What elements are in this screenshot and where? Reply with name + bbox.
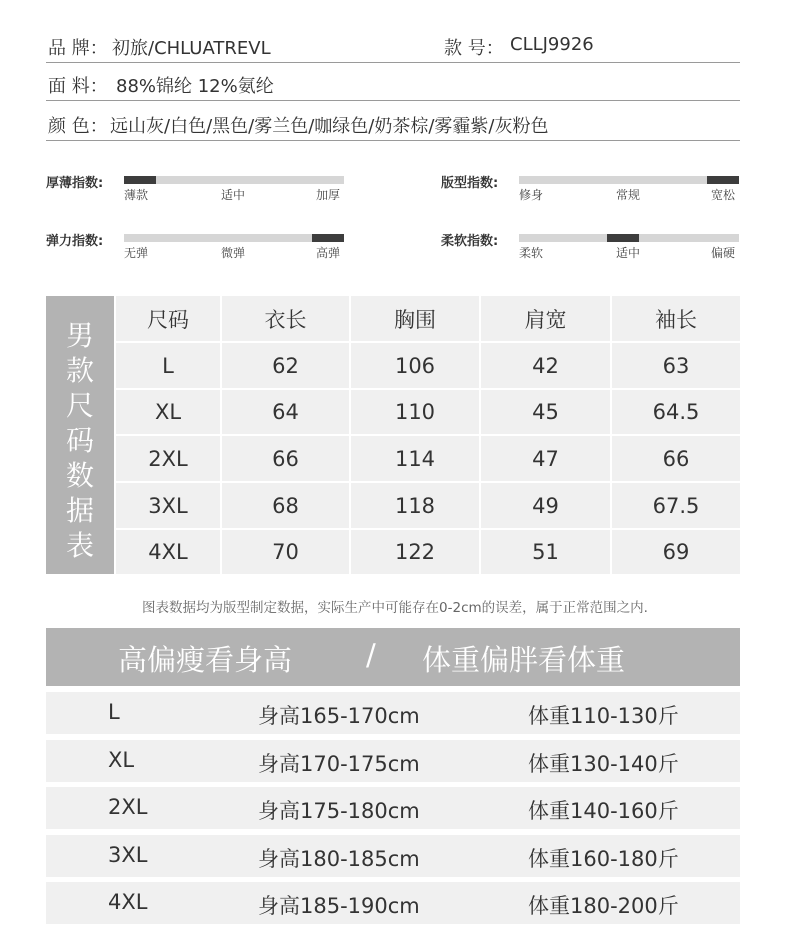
index-label: 柔软指数:: [441, 234, 499, 249]
fit-size: 3XL: [108, 842, 148, 867]
fit-table-row: [46, 787, 740, 829]
size-table-cell: L: [116, 343, 220, 388]
fit-height: 身高170-175cm: [258, 751, 420, 776]
size-table-header-cell: 胸围: [351, 296, 479, 341]
size-table-side-title: [46, 296, 114, 574]
brand-value: 初旅/CHLUATREVL: [112, 38, 271, 59]
fit-table-row: [46, 835, 740, 877]
size-table-cell: XL: [116, 390, 220, 434]
size-table-cell: 66: [612, 436, 740, 481]
size-table-cell: 42: [481, 343, 610, 388]
index-tick-label: 无弹: [124, 246, 149, 260]
size-table-cell: 4XL: [116, 530, 220, 574]
fit-size: 4XL: [108, 890, 148, 914]
tolerance-note: 图表数据均为版型制定数据，实际生产中可能存在0-2cm的误差，属于正常范围之内.: [142, 600, 648, 616]
index-tick-label: 柔软: [519, 246, 544, 260]
index-item: [441, 230, 741, 270]
size-table-cell: 64.5: [612, 390, 740, 434]
index-level-marker: [124, 176, 156, 184]
banner-slash: /: [366, 638, 376, 672]
side-title-char: 数: [65, 459, 94, 492]
size-table-cell: 66: [222, 436, 349, 481]
fabric-value: 88%锦纶 12%氨纶: [116, 76, 274, 97]
size-table-cell: 70: [222, 530, 349, 574]
index-item: [46, 172, 346, 212]
index-track: [519, 176, 739, 184]
index-label: 厚薄指数:: [46, 176, 104, 191]
index-tick-label: 适中: [221, 188, 246, 202]
size-table-cell: 49: [481, 483, 610, 528]
size-table-cell: 67.5: [612, 483, 740, 528]
index-level-marker: [707, 176, 739, 184]
fit-height: 身高180-185cm: [258, 846, 420, 871]
index-tick-label: 薄款: [124, 188, 149, 202]
index-level-marker: [312, 234, 344, 242]
index-tick-label: 常规: [616, 188, 641, 202]
fit-banner: [46, 628, 740, 686]
size-table-cell: 63: [612, 343, 740, 388]
size-table-cell: 114: [351, 436, 479, 481]
index-tick-label: 加厚: [316, 188, 341, 202]
side-title-char: 码: [65, 424, 94, 457]
size-table-cell: 47: [481, 436, 610, 481]
index-label: 弹力指数:: [46, 234, 104, 249]
brand-label: 品 牌：: [48, 38, 108, 59]
size-table-header-cell: 袖长: [612, 296, 740, 341]
index-track: [124, 176, 344, 184]
style-label: 款 号：: [444, 38, 504, 59]
size-table-header-cell: 肩宽: [481, 296, 610, 341]
fit-height: 身高175-180cm: [258, 799, 420, 823]
info-row-color: [46, 112, 740, 141]
index-tick-label: 宽松: [711, 188, 736, 202]
size-table-cell: 64: [222, 390, 349, 434]
index-tick-label: 高弹: [316, 246, 341, 260]
fit-height: 身高185-190cm: [258, 894, 420, 918]
size-table-cell: 110: [351, 390, 479, 434]
fit-weight: 体重130-140斤: [528, 751, 679, 776]
size-table-header-cell: 尺码: [116, 296, 220, 341]
size-table-cell: 2XL: [116, 436, 220, 481]
index-track: [124, 234, 344, 242]
style-value: CLLJ9926: [510, 34, 594, 55]
index-item: [46, 230, 346, 270]
side-title-char: 尺: [65, 389, 94, 422]
fit-weight: 体重160-180斤: [528, 846, 679, 871]
fit-table-row: [46, 740, 740, 782]
size-table-cell: 3XL: [116, 483, 220, 528]
banner-right-text: 体重偏胖看体重: [422, 643, 626, 677]
index-track: [519, 234, 739, 242]
size-table-cell: 106: [351, 343, 479, 388]
size-table-cell: 118: [351, 483, 479, 528]
size-table-cell: 45: [481, 390, 610, 434]
size-table-cell: 68: [222, 483, 349, 528]
size-table-cell: 69: [612, 530, 740, 574]
index-item: [441, 172, 741, 212]
banner-left-text: 高偏瘦看身高: [118, 643, 293, 677]
fit-table-row: [46, 882, 740, 924]
size-table-header-cell: 衣长: [222, 296, 349, 341]
index-tick-label: 修身: [519, 188, 544, 202]
fit-size: L: [108, 700, 120, 724]
fit-size: XL: [108, 747, 135, 772]
size-table-cell: 62: [222, 343, 349, 388]
fabric-label: 面 料：: [48, 76, 108, 97]
size-table-cell: 122: [351, 530, 479, 574]
size-table: [46, 296, 740, 574]
index-tick-label: 偏硬: [711, 246, 736, 260]
side-title-char: 款: [65, 354, 94, 387]
fit-weight: 体重110-130斤: [528, 704, 679, 728]
index-label: 版型指数:: [441, 176, 499, 191]
side-title-char: 男: [65, 319, 94, 352]
color-value: 远山灰/白色/黑色/雾兰色/咖绿色/奶茶棕/雾霾紫/灰粉色: [110, 116, 549, 137]
fit-height: 身高165-170cm: [258, 704, 420, 728]
side-title-char: 据: [65, 494, 94, 527]
index-tick-label: 适中: [616, 246, 641, 260]
fit-weight: 体重180-200斤: [528, 894, 679, 918]
index-level-marker: [607, 234, 639, 242]
side-title-char: 表: [65, 529, 94, 562]
fit-weight: 体重140-160斤: [528, 799, 679, 823]
info-row-fabric: [46, 72, 740, 101]
info-row-brand: [46, 34, 740, 63]
fit-table-row: [46, 692, 740, 734]
color-label: 颜 色：: [48, 116, 108, 137]
index-tick-label: 微弹: [221, 246, 246, 260]
fit-size: 2XL: [108, 795, 148, 819]
size-table-cell: 51: [481, 530, 610, 574]
